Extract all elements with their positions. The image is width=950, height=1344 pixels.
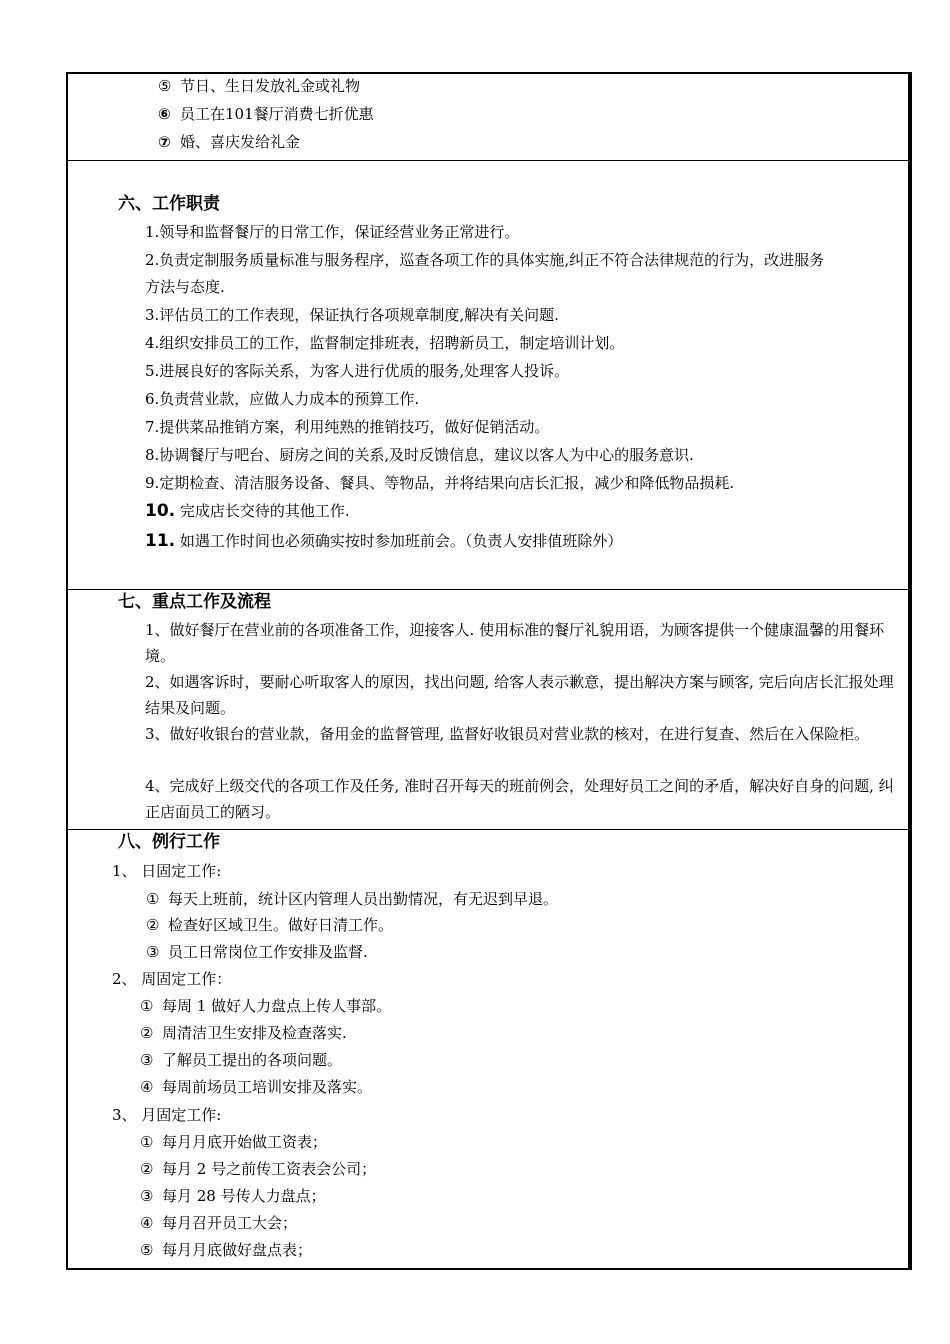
item-number: 10. bbox=[145, 501, 176, 521]
routine-item: ③ 员工日常岗位工作安排及监督. bbox=[146, 943, 368, 961]
list-marker: ① bbox=[140, 997, 154, 1015]
list-marker: ⑥ bbox=[158, 105, 171, 123]
routine-item: ⑤ 每月月底做好盘点表； bbox=[140, 1241, 313, 1259]
list-marker: ① bbox=[146, 890, 160, 908]
section-title-duties: 六、工作职责 bbox=[118, 194, 220, 214]
routine-item: ② 周清洁卫生安排及检查落实. bbox=[140, 1024, 347, 1042]
routine-item: ① 每月月底开始做工资表； bbox=[140, 1133, 328, 1151]
list-marker: ② bbox=[140, 1160, 154, 1178]
key-work-paragraph: 1、做好餐厅在营业前的各项准备工作，迎接客人. 使用标准的餐厅礼貌用语，为顾客提供一个健康温馨的用餐环境。 bbox=[145, 621, 885, 665]
benefit-item: ⑤ 节日、生日发放礼金或礼物 bbox=[158, 77, 361, 95]
section-title-key-work: 七、重点工作及流程 bbox=[118, 592, 271, 612]
routine-item: ③ 每月 28 号传人力盘点； bbox=[140, 1187, 326, 1205]
duty-item: 10. 完成店长交待的其他工作. bbox=[145, 501, 350, 521]
benefit-item: ⑦ 婚、喜庆发给礼金 bbox=[158, 133, 301, 151]
key-work-paragraph: 2、如遇客诉时，要耐心听取客人的原因，找出问题, 给客人表示歉意，提出解决方案与顾客, 完后向店长汇报处理结果及问题。 bbox=[145, 673, 894, 717]
routine-item: ① 每天上班前，统计区内管理人员出勤情况，有无迟到早退。 bbox=[146, 890, 559, 908]
duty-item: 11. 如遇工作时间也必须确实按时参加班前会。（负责人安排值班除外） bbox=[145, 531, 623, 551]
item-number: 11. bbox=[145, 531, 176, 551]
list-marker: ② bbox=[140, 1024, 154, 1042]
divider-benefits bbox=[68, 160, 908, 161]
divider-section7 bbox=[68, 829, 908, 830]
list-marker: ③ bbox=[140, 1187, 154, 1205]
routine-item: ④ 每周前场员工培训安排及落实。 bbox=[140, 1078, 373, 1096]
routine-item: ② 每月 2 号之前传工资表会公司； bbox=[140, 1160, 377, 1178]
list-marker: ① bbox=[140, 1133, 154, 1151]
routine-group-label-monthly: 3、 月固定工作: bbox=[112, 1106, 222, 1124]
key-work-paragraph: 4、完成好上级交代的各项工作及任务, 准时召开每天的班前例会，处理好员工之间的矛盾，解决好自身的问题, 纠正店面员工的陋习。 bbox=[145, 777, 894, 821]
routine-item: ① 每周 1 做好人力盘点上传人事部。 bbox=[140, 997, 392, 1015]
duty-item: 1.领导和监督餐厅的日常工作，保证经营业务正常进行。 bbox=[145, 223, 520, 241]
routine-item: ② 检查好区域卫生。做好日清工作。 bbox=[146, 916, 394, 934]
list-marker: ⑦ bbox=[158, 133, 171, 151]
list-marker: ⑤ bbox=[158, 77, 172, 95]
routine-item: ③ 了解员工提出的各项问题。 bbox=[140, 1051, 343, 1069]
list-marker: ③ bbox=[146, 943, 160, 961]
duty-item: 8.协调餐厅与吧台、厨房之间的关系,及时反馈信息，建议以客人为中心的服务意识. bbox=[145, 446, 694, 464]
routine-group-label-weekly: 2、 周固定工作： bbox=[112, 970, 232, 988]
key-work-paragraph: 3、做好收银台的营业款，备用金的监督管理, 监督好收银员对营业款的核对，在进行复查、然后在入保险柜。 bbox=[145, 725, 870, 743]
duty-item: 3.评估员工的工作表现，保证执行各项规章制度,解决有关问题. bbox=[145, 306, 559, 324]
divider-section6 bbox=[68, 589, 908, 590]
duty-item: 方法与态度. bbox=[145, 278, 225, 296]
list-marker: ③ bbox=[140, 1051, 154, 1069]
duty-item: 7.提供菜品推销方案，利用纯熟的推销技巧，做好促销活动。 bbox=[145, 418, 550, 436]
list-marker: ④ bbox=[140, 1214, 154, 1232]
benefit-item: ⑥ 员工在101餐厅消费七折优惠 bbox=[158, 105, 374, 123]
list-marker: ⑤ bbox=[140, 1241, 154, 1259]
duty-item: 6.负责营业款，应做人力成本的预算工作. bbox=[145, 390, 420, 408]
section-title-routine: 八、例行工作 bbox=[118, 832, 220, 852]
list-marker: ④ bbox=[140, 1078, 154, 1096]
duty-item: 5.进展良好的客际关系，为客人进行优质的服务,处理客人投诉。 bbox=[145, 362, 570, 380]
routine-item: ④ 每月召开员工大会； bbox=[140, 1214, 298, 1232]
list-marker: ② bbox=[146, 916, 160, 934]
duty-item: 9.定期检查、清洁服务设备、餐具、等物品，并将结果向店长汇报，减少和降低物品损耗. bbox=[145, 474, 735, 492]
duty-item: 4.组织安排员工的工作，监督制定排班表，招聘新员工，制定培训计划。 bbox=[145, 334, 625, 352]
routine-group-label-daily: 1、 日固定工作: bbox=[112, 862, 222, 880]
duty-item: 2.负责定制服务质量标准与服务程序，巡查各项工作的具体实施,纠正不符合法律规范的行为，改进服务 bbox=[145, 251, 825, 269]
